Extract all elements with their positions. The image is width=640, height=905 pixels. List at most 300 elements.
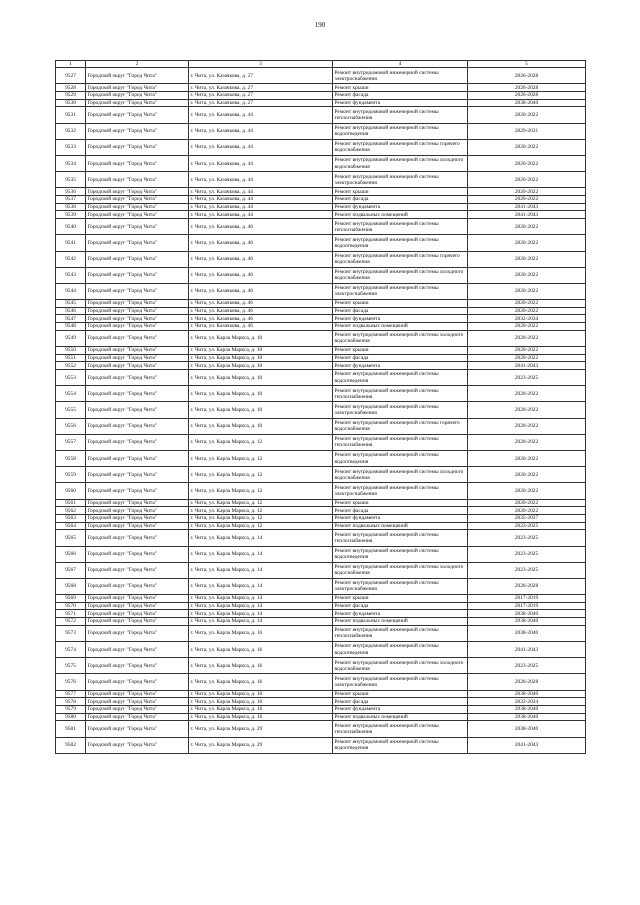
municipality: Городской округ "Город Чита" <box>86 172 189 188</box>
period: 2038-2040 <box>468 618 586 626</box>
address: г. Чита, ул. Казачкова, д. 46 <box>189 283 333 299</box>
municipality: Городской округ "Город Чита" <box>86 235 189 251</box>
period: 2038-2040 <box>468 690 586 698</box>
period: 2038-2040 <box>468 713 586 721</box>
work-type: Ремонт фундамента <box>333 705 468 713</box>
column-number: 2 <box>86 61 189 68</box>
row-number: 9528 <box>56 84 86 92</box>
row-number: 9531 <box>56 107 86 123</box>
column-number: 3 <box>189 61 333 68</box>
period: 2032-2034 <box>468 315 586 323</box>
municipality: Городской округ "Город Чита" <box>86 658 189 674</box>
period: 2026-2028 <box>468 674 586 690</box>
row-number: 9562 <box>56 507 86 515</box>
municipality: Городской округ "Город Чита" <box>86 92 189 100</box>
period: 2020-2022 <box>468 499 586 507</box>
table-row <box>56 451 586 467</box>
table-row <box>56 522 586 530</box>
municipality: Городской округ "Город Чита" <box>86 211 189 219</box>
municipality: Городской округ "Город Чита" <box>86 610 189 618</box>
table-body <box>56 61 586 754</box>
table-row <box>56 107 586 123</box>
address: г. Чита, ул. Казачкова, д. 46 <box>189 251 333 267</box>
table-row <box>56 370 586 386</box>
address: г. Чита, ул. Казачкова, д. 44 <box>189 123 333 139</box>
work-type: Ремонт фасада <box>333 507 468 515</box>
row-number: 9574 <box>56 642 86 658</box>
address: г. Чита, ул. Казачкова, д. 44 <box>189 203 333 211</box>
period: 2023-2025 <box>468 370 586 386</box>
address: г. Чита, ул. Карла Маркса, д. 14 <box>189 530 333 546</box>
row-number: 9533 <box>56 139 86 155</box>
work-type: Ремонт внутридомовой инженерной системы горячего водоснабжения <box>333 251 468 267</box>
address: г. Чита, ул. Карла Маркса, д. 12 <box>189 467 333 483</box>
period: 2020-2022 <box>468 196 586 204</box>
period: 2020-2022 <box>468 139 586 155</box>
work-type: Ремонт фундамента <box>333 203 468 211</box>
period: 2020-2022 <box>468 507 586 515</box>
municipality: Городской округ "Город Чита" <box>86 618 189 626</box>
table-row <box>56 315 586 323</box>
period: 2026-2028 <box>468 92 586 100</box>
work-type: Ремонт фундамента <box>333 362 468 370</box>
address: г. Чита, ул. Карла Маркса, д. 16 <box>189 713 333 721</box>
work-type: Ремонт внутридомовой инженерной системы электроснабжения <box>333 402 468 418</box>
period: 2041-2043 <box>468 211 586 219</box>
address: г. Чита, ул. Карла Маркса, д. 29 <box>189 721 333 737</box>
period: 2038-2040 <box>468 721 586 737</box>
table-row <box>56 625 586 641</box>
row-number: 9547 <box>56 315 86 323</box>
work-type: Ремонт крыши <box>333 690 468 698</box>
address: г. Чита, ул. Казачкова, д. 44 <box>189 156 333 172</box>
work-type: Ремонт внутридомовой инженерной системы теплоснабжения <box>333 219 468 235</box>
municipality: Городской округ "Город Чита" <box>86 219 189 235</box>
table-row <box>56 705 586 713</box>
municipality: Городской округ "Город Чита" <box>86 467 189 483</box>
period: 2026-2028 <box>468 84 586 92</box>
work-type: Ремонт внутридомовой инженерной системы водоотведения <box>333 737 468 753</box>
row-number: 9551 <box>56 354 86 362</box>
address: г. Чита, ул. Казачкова, д. 27 <box>189 99 333 107</box>
work-type: Ремонт внутридомовой инженерной системы водоотведения <box>333 370 468 386</box>
work-type: Ремонт крыши <box>333 595 468 603</box>
address: г. Чита, ул. Карла Маркса, д. 16 <box>189 705 333 713</box>
period: 2020-2022 <box>468 251 586 267</box>
address: г. Чита, ул. Карла Маркса, д. 10 <box>189 362 333 370</box>
table-row <box>56 530 586 546</box>
municipality: Городской округ "Город Чита" <box>86 362 189 370</box>
address: г. Чита, ул. Карла Маркса, д. 12 <box>189 507 333 515</box>
period: 2029-2031 <box>468 123 586 139</box>
row-number: 9557 <box>56 434 86 450</box>
work-type: Ремонт внутридомовой инженерной системы электроснабжения <box>333 172 468 188</box>
address: г. Чита, ул. Казачкова, д. 44 <box>189 196 333 204</box>
address: г. Чита, ул. Казачкова, д. 44 <box>189 139 333 155</box>
address: г. Чита, ул. Карла Маркса, д. 29 <box>189 737 333 753</box>
municipality: Городской округ "Город Чита" <box>86 522 189 530</box>
municipality: Городской округ "Город Чита" <box>86 546 189 562</box>
table-row <box>56 219 586 235</box>
work-type: Ремонт подвальных помещений <box>333 211 468 219</box>
row-number: 9580 <box>56 713 86 721</box>
row-number: 9579 <box>56 705 86 713</box>
work-type: Ремонт внутридомовой инженерной системы теплоснабжения <box>333 530 468 546</box>
period: 2020-2022 <box>468 330 586 346</box>
municipality: Городской округ "Город Чита" <box>86 188 189 196</box>
address: г. Чита, ул. Казачкова, д. 27 <box>189 84 333 92</box>
work-type: Ремонт подвальных помещений <box>333 618 468 626</box>
table-row <box>56 578 586 594</box>
address: г. Чита, ул. Карла Маркса, д. 14 <box>189 546 333 562</box>
period: 2020-2022 <box>468 219 586 235</box>
row-number: 9527 <box>56 68 86 84</box>
period: 2017-2019 <box>468 602 586 610</box>
work-type: Ремонт внутридомовой инженерной системы электроснабжения <box>333 283 468 299</box>
address: г. Чита, ул. Карла Маркса, д. 10 <box>189 330 333 346</box>
municipality: Городской округ "Город Чита" <box>86 307 189 315</box>
address: г. Чита, ул. Карла Маркса, д. 14 <box>189 602 333 610</box>
municipality: Городской округ "Город Чита" <box>86 705 189 713</box>
work-type: Ремонт внутридомовой инженерной системы холодного водоснабжения <box>333 267 468 283</box>
work-type: Ремонт внутридомовой инженерной системы теплоснабжения <box>333 625 468 641</box>
row-number: 9536 <box>56 188 86 196</box>
table-row <box>56 267 586 283</box>
period: 2041-2043 <box>468 362 586 370</box>
address: г. Чита, ул. Карла Маркса, д. 16 <box>189 674 333 690</box>
table-row <box>56 434 586 450</box>
row-number: 9554 <box>56 386 86 402</box>
table-row <box>56 354 586 362</box>
address: г. Чита, ул. Карла Маркса, д. 16 <box>189 690 333 698</box>
table-row <box>56 595 586 603</box>
address: г. Чита, ул. Карла Маркса, д. 14 <box>189 618 333 626</box>
municipality: Городской округ "Город Чита" <box>86 625 189 641</box>
table-row <box>56 156 586 172</box>
municipality: Городской округ "Город Чита" <box>86 84 189 92</box>
municipality: Городской округ "Город Чита" <box>86 323 189 331</box>
work-type: Ремонт внутридомовой инженерной системы теплоснабжения <box>333 386 468 402</box>
work-type: Ремонт фасада <box>333 92 468 100</box>
row-number: 9556 <box>56 418 86 434</box>
table-row <box>56 562 586 578</box>
row-number: 9549 <box>56 330 86 346</box>
municipality: Городской округ "Город Чита" <box>86 354 189 362</box>
period: 2038-2040 <box>468 625 586 641</box>
municipality: Городской округ "Город Чита" <box>86 283 189 299</box>
period: 2020-2022 <box>468 235 586 251</box>
municipality: Городской округ "Город Чита" <box>86 595 189 603</box>
municipality: Городской округ "Город Чита" <box>86 267 189 283</box>
municipality: Городской округ "Город Чита" <box>86 347 189 355</box>
table-row <box>56 514 586 522</box>
period: 2017-2019 <box>468 595 586 603</box>
address: г. Чита, ул. Казачкова, д. 46 <box>189 300 333 308</box>
table-row <box>56 642 586 658</box>
address: г. Чита, ул. Казачкова, д. 27 <box>189 92 333 100</box>
period: 2020-2022 <box>468 283 586 299</box>
municipality: Городской округ "Город Чита" <box>86 499 189 507</box>
address: г. Чита, ул. Карла Маркса, д. 12 <box>189 451 333 467</box>
address: г. Чита, ул. Карла Маркса, д. 10 <box>189 402 333 418</box>
work-type: Ремонт внутридомовой инженерной системы электроснабжения <box>333 578 468 594</box>
table-row <box>56 196 586 204</box>
work-type: Ремонт внутридомовой инженерной системы электроснабжения <box>333 68 468 84</box>
address: г. Чита, ул. Казачкова, д. 44 <box>189 172 333 188</box>
work-type: Ремонт крыши <box>333 347 468 355</box>
period: 2023-2025 <box>468 546 586 562</box>
table-row <box>56 307 586 315</box>
row-number: 9560 <box>56 483 86 499</box>
table-row <box>56 602 586 610</box>
municipality: Городской округ "Город Чита" <box>86 203 189 211</box>
address: г. Чита, ул. Карла Маркса, д. 10 <box>189 370 333 386</box>
table-row <box>56 737 586 753</box>
municipality: Городской округ "Город Чита" <box>86 123 189 139</box>
row-number: 9548 <box>56 323 86 331</box>
row-number: 9543 <box>56 267 86 283</box>
table-row <box>56 84 586 92</box>
address: г. Чита, ул. Казачкова, д. 44 <box>189 188 333 196</box>
row-number: 9555 <box>56 402 86 418</box>
row-number: 9571 <box>56 610 86 618</box>
address: г. Чита, ул. Карла Маркса, д. 14 <box>189 562 333 578</box>
table-row <box>56 92 586 100</box>
period: 2020-2022 <box>468 354 586 362</box>
period: 2020-2022 <box>468 107 586 123</box>
period: 2023-2025 <box>468 522 586 530</box>
row-number: 9573 <box>56 625 86 641</box>
municipality: Городской округ "Город Чита" <box>86 139 189 155</box>
address: г. Чита, ул. Карла Маркса, д. 16 <box>189 642 333 658</box>
table-row <box>56 483 586 499</box>
row-number: 9572 <box>56 618 86 626</box>
table-row <box>56 99 586 107</box>
period: 2041-2043 <box>468 642 586 658</box>
table-row <box>56 139 586 155</box>
table-row <box>56 674 586 690</box>
row-number: 9576 <box>56 674 86 690</box>
work-type: Ремонт внутридомовой инженерной системы холодного водоснабжения <box>333 658 468 674</box>
row-number: 9567 <box>56 562 86 578</box>
address: г. Чита, ул. Карла Маркса, д. 12 <box>189 514 333 522</box>
period: 2020-2022 <box>468 300 586 308</box>
table-row <box>56 323 586 331</box>
row-number: 9539 <box>56 211 86 219</box>
table-row <box>56 188 586 196</box>
work-type: Ремонт внутридомовой инженерной системы горячего водоснабжения <box>333 139 468 155</box>
period: 2032-2034 <box>468 698 586 706</box>
address: г. Чита, ул. Карла Маркса, д. 14 <box>189 610 333 618</box>
row-number: 9550 <box>56 347 86 355</box>
address: г. Чита, ул. Казачкова, д. 46 <box>189 267 333 283</box>
period: 2020-2022 <box>468 347 586 355</box>
table-row <box>56 362 586 370</box>
address: г. Чита, ул. Казачкова, д. 46 <box>189 315 333 323</box>
row-number: 9546 <box>56 307 86 315</box>
table-row <box>56 68 586 84</box>
row-number: 9538 <box>56 203 86 211</box>
municipality: Городской округ "Город Чита" <box>86 562 189 578</box>
municipality: Городской округ "Город Чита" <box>86 300 189 308</box>
row-number: 9537 <box>56 196 86 204</box>
row-number: 9553 <box>56 370 86 386</box>
row-number: 9581 <box>56 721 86 737</box>
work-type: Ремонт фасада <box>333 196 468 204</box>
table-row <box>56 211 586 219</box>
row-number: 9565 <box>56 530 86 546</box>
table-row <box>56 618 586 626</box>
period: 2020-2022 <box>468 434 586 450</box>
municipality: Городской округ "Город Чита" <box>86 578 189 594</box>
address: г. Чита, ул. Казачкова, д. 46 <box>189 235 333 251</box>
table-row <box>56 713 586 721</box>
work-type: Ремонт крыши <box>333 84 468 92</box>
work-type: Ремонт внутридомовой инженерной системы теплоснабжения <box>333 107 468 123</box>
table-row <box>56 283 586 299</box>
row-number: 9582 <box>56 737 86 753</box>
table-row <box>56 386 586 402</box>
municipality: Городской округ "Город Чита" <box>86 721 189 737</box>
work-type: Ремонт фундамента <box>333 610 468 618</box>
municipality: Городской округ "Город Чита" <box>86 434 189 450</box>
municipality: Городской округ "Город Чита" <box>86 330 189 346</box>
row-number: 9545 <box>56 300 86 308</box>
municipality: Городской округ "Город Чита" <box>86 713 189 721</box>
address: г. Чита, ул. Казачкова, д. 44 <box>189 107 333 123</box>
table-row <box>56 507 586 515</box>
address: г. Чита, ул. Карла Маркса, д. 14 <box>189 595 333 603</box>
work-type: Ремонт фасада <box>333 698 468 706</box>
work-type: Ремонт подвальных помещений <box>333 323 468 331</box>
table-row <box>56 402 586 418</box>
table-row <box>56 467 586 483</box>
work-type: Ремонт внутридомовой инженерной системы водоотведения <box>333 546 468 562</box>
address: г. Чита, ул. Карла Маркса, д. 12 <box>189 522 333 530</box>
work-type: Ремонт внутридомовой инженерной системы холодного водоснабжения <box>333 156 468 172</box>
municipality: Городской округ "Город Чита" <box>86 315 189 323</box>
row-number: 9530 <box>56 99 86 107</box>
table-row <box>56 698 586 706</box>
work-type: Ремонт крыши <box>333 188 468 196</box>
row-number: 9544 <box>56 283 86 299</box>
period: 2020-2022 <box>468 451 586 467</box>
municipality: Городской округ "Город Чита" <box>86 196 189 204</box>
table-row <box>56 251 586 267</box>
municipality: Городской округ "Город Чита" <box>86 737 189 753</box>
work-type: Ремонт внутридомовой инженерной системы электроснабжения <box>333 674 468 690</box>
work-type: Ремонт внутридомовой инженерной системы водоотведения <box>333 235 468 251</box>
period: 2026-2028 <box>468 578 586 594</box>
table-row <box>56 203 586 211</box>
address: г. Чита, ул. Карла Маркса, д. 12 <box>189 499 333 507</box>
work-type: Ремонт подвальных помещений <box>333 522 468 530</box>
work-type: Ремонт фасада <box>333 354 468 362</box>
table-row <box>56 546 586 562</box>
capital-repair-table <box>55 60 586 754</box>
period: 2020-2022 <box>468 467 586 483</box>
row-number: 9578 <box>56 698 86 706</box>
row-number: 9575 <box>56 658 86 674</box>
column-number: 5 <box>468 61 586 68</box>
address: г. Чита, ул. Карла Маркса, д. 10 <box>189 347 333 355</box>
address: г. Чита, ул. Карла Маркса, д. 12 <box>189 483 333 499</box>
period: 2038-2040 <box>468 705 586 713</box>
period: 2023-2025 <box>468 562 586 578</box>
work-type: Ремонт фундамента <box>333 514 468 522</box>
table-row <box>56 690 586 698</box>
table-row <box>56 721 586 737</box>
table-row <box>56 347 586 355</box>
work-type: Ремонт внутридомовой инженерной системы холодного водоснабжения <box>333 330 468 346</box>
period: 2035-2037 <box>468 514 586 522</box>
municipality: Городской округ "Город Чита" <box>86 418 189 434</box>
row-number: 9563 <box>56 514 86 522</box>
table-row <box>56 123 586 139</box>
period: 2020-2022 <box>468 418 586 434</box>
period: 2020-2022 <box>468 307 586 315</box>
table-row <box>56 418 586 434</box>
row-number: 9558 <box>56 451 86 467</box>
municipality: Городской округ "Город Чита" <box>86 402 189 418</box>
period: 2020-2022 <box>468 188 586 196</box>
period: 2020-2022 <box>468 402 586 418</box>
municipality: Городской округ "Город Чита" <box>86 530 189 546</box>
work-type: Ремонт внутридомовой инженерной системы горячего водоснабжения <box>333 418 468 434</box>
period: 2020-2022 <box>468 323 586 331</box>
municipality: Городской округ "Город Чита" <box>86 507 189 515</box>
work-type: Ремонт крыши <box>333 300 468 308</box>
address: г. Чита, ул. Карла Маркса, д. 16 <box>189 698 333 706</box>
address: г. Чита, ул. Карла Маркса, д. 16 <box>189 625 333 641</box>
row-number: 9561 <box>56 499 86 507</box>
municipality: Городской округ "Город Чита" <box>86 698 189 706</box>
row-number: 9569 <box>56 595 86 603</box>
period: 2020-2022 <box>468 156 586 172</box>
period: 2023-2025 <box>468 530 586 546</box>
row-number: 9559 <box>56 467 86 483</box>
work-type: Ремонт внутридомовой инженерной системы водоотведения <box>333 642 468 658</box>
row-number: 9570 <box>56 602 86 610</box>
address: г. Чита, ул. Карла Маркса, д. 12 <box>189 434 333 450</box>
row-number: 9552 <box>56 362 86 370</box>
municipality: Городской округ "Город Чита" <box>86 602 189 610</box>
work-type: Ремонт внутридомовой инженерной системы водоотведения <box>333 123 468 139</box>
row-number: 9564 <box>56 522 86 530</box>
address: г. Чита, ул. Карла Маркса, д. 10 <box>189 386 333 402</box>
row-number: 9566 <box>56 546 86 562</box>
municipality: Городской округ "Город Чита" <box>86 107 189 123</box>
work-type: Ремонт крыши <box>333 499 468 507</box>
row-number: 9540 <box>56 219 86 235</box>
municipality: Городской округ "Город Чита" <box>86 642 189 658</box>
period: 2041-2043 <box>468 203 586 211</box>
work-type: Ремонт подвальных помещений <box>333 713 468 721</box>
municipality: Городской округ "Город Чита" <box>86 99 189 107</box>
work-type: Ремонт внутридомовой инженерной системы теплоснабжения <box>333 721 468 737</box>
period: 2038-2040 <box>468 610 586 618</box>
municipality: Городской округ "Город Чита" <box>86 68 189 84</box>
address: г. Чита, ул. Карла Маркса, д. 10 <box>189 418 333 434</box>
municipality: Городской округ "Город Чита" <box>86 251 189 267</box>
period: 2020-2022 <box>468 386 586 402</box>
column-number: 4 <box>333 61 468 68</box>
table-row <box>56 235 586 251</box>
work-type: Ремонт фундамента <box>333 99 468 107</box>
table-row <box>56 330 586 346</box>
address: г. Чита, ул. Казачкова, д. 27 <box>189 68 333 84</box>
page-number: 190 <box>314 21 326 29</box>
